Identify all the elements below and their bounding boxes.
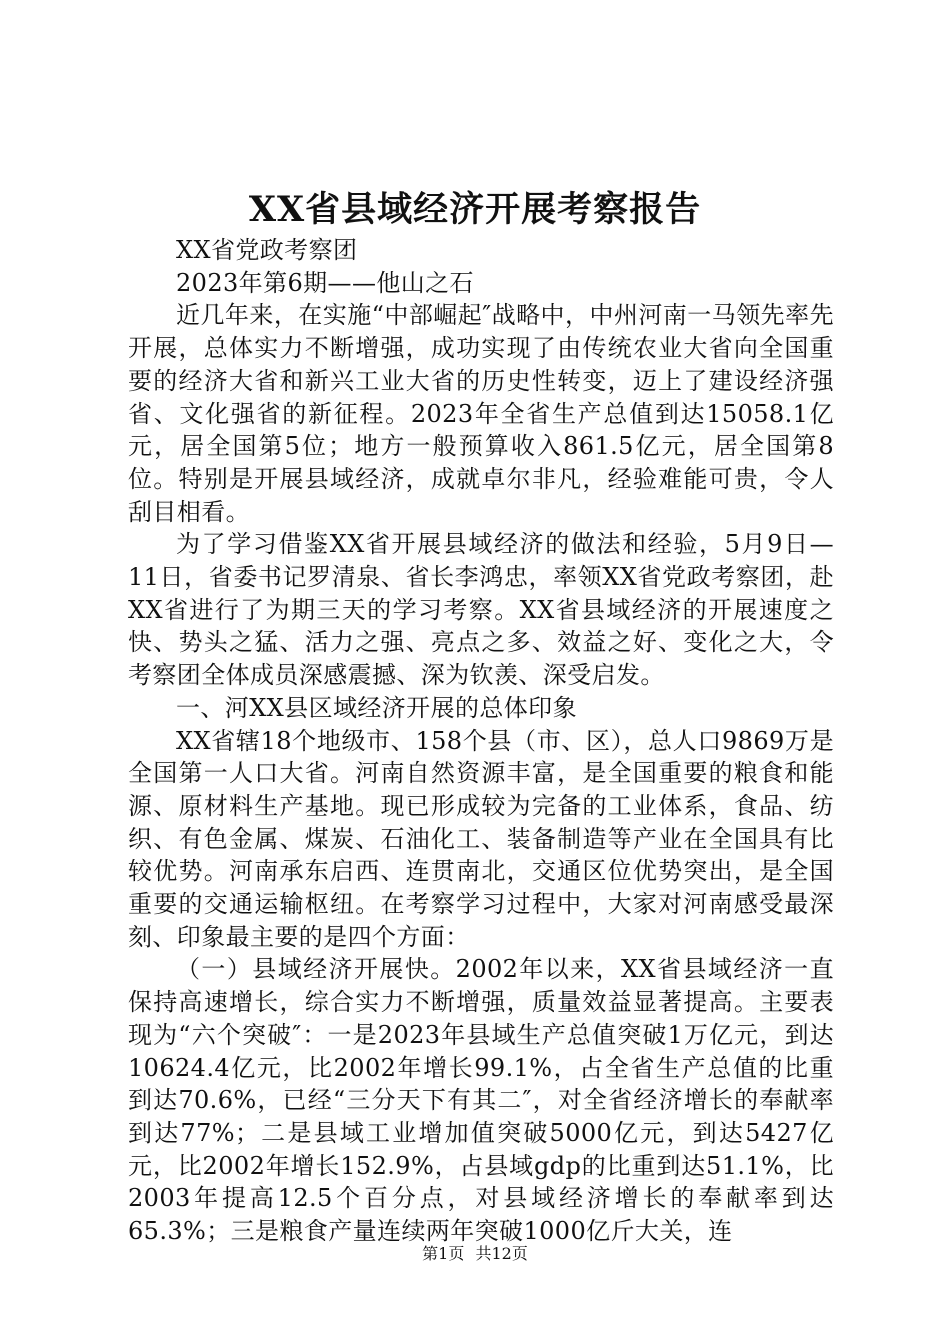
paragraph: 近几年来，在实施“中部崛起″战略中，中州河南一马领先率先开展，总体实力不断增强，成功实现了由传统农业大省向全国重要的经济大省和新兴工业大省的历史性转变，迈上了建设经济强省、文化强省的新征程。2023年全省生产总值到达15058.1亿元，居全国第5位；地方一般预算收入861.5亿元，居全国第8位。特别是开展县域经济，成就卓尔非凡，经验难能可贵，令人刮目相看。 [128,301,834,526]
document-title: XX省县域经济开展考察报告 [248,189,702,230]
page-number: 第1页 [422,1244,465,1263]
document-body [128,234,834,1248]
paragraph: （一）县域经济开展快。2002年以来，XX省县域经济一直保持高速增长，综合实力不断增强，质量效益显著提高。主要表现为“六个突破″：一是2023年县域生产总值突破1万亿元，到达10624.4亿元，比2002年增长99.1%，占全省生产总值的比重到达70.6%，已经“三分天下有其二″，对全省经济增长的奉献率到达77%；二是县域工业增加值突破5000亿元，到达5427亿元，比2002年增长152.9%，占县域gdp的比重到达51.1%，比2003年提高12.5个百分点，对县域经济增长的奉献率到达65.3%；三是粮食产量连续两年突破1000亿斤大关，连 [128,955,834,1246]
page-total: 共12页 [475,1244,528,1263]
page-footer [0,1243,950,1265]
section-heading: 一、河XX县区域经济开展的总体印象 [176,693,577,722]
paragraph: 为了学习借鉴XX省开展县域经济的做法和经验，5月9日—11日，省委书记罗清泉、省长李鸿忠，率领XX省党政考察团，赴XX省进行了为期三天的学习考察。XX省县域经济的开展速度之快、势头之猛、活力之强、亮点之多、效益之好、变化之大，令考察团全体成员深感震撼、深为钦羡、深受启发。 [128,530,834,690]
paragraph-author: XX省党政考察团 [176,236,358,264]
paragraph-issue: 2023年第6期——他山之石 [176,268,474,297]
paragraph: XX省辖18个地级市、158个县（市、区），总人口9869万是全国第一人口大省。河南自然资源丰富，是全国重要的粮食和能源、原材料生产基地。现已形成较为完备的工业体系，食品、纺织、有色金属、煤炭、石油化工、装备制造等产业在全国具有比较优势。河南承东启西、连贯南北，交通区位优势突出，是全国重要的交通运输枢纽。在考察学习过程中，大家对河南感受最深刻、印象最主要的是四个方面： [128,726,834,951]
